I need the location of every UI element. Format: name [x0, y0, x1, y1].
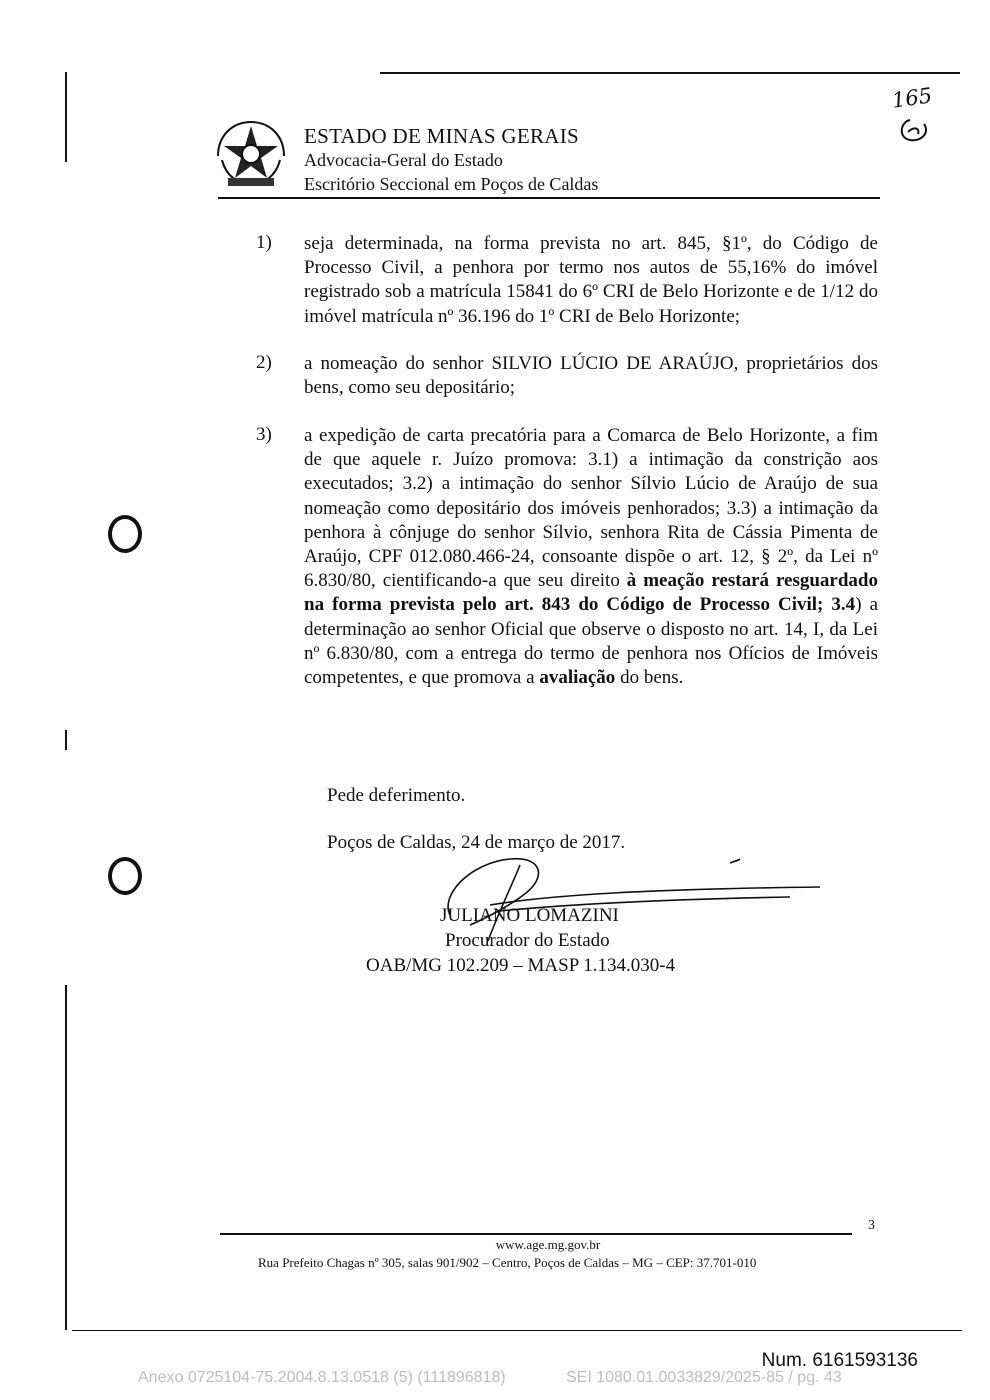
footer-url: www.age.mg.gov.br [495, 1237, 601, 1252]
scan-top-line [380, 72, 960, 74]
sei-stamp: SEI 1080.01.0033829/2025-85 / pg. 43 [566, 1369, 842, 1386]
header-state: ESTADO DE MINAS GERAIS [304, 124, 580, 148]
item-text-segment: seja determinada, na forma prevista no art. 845, §1º, do Código de Processo Civil, a penhora por termo nos autos de 55,16% do imóvel registrado sob a matrícula 15841 do 6º CRI de Belo Horizonte e de 1/12 do imóvel matrícula nº 36.196 do 1º CRI de Belo Horizonte; [304, 233, 878, 327]
signature-role: Procurador do Estado [445, 930, 610, 951]
item-number: 3) [256, 424, 272, 445]
item-text [304, 424, 878, 690]
item-text-segment: ) a determinação ao senhor Oficial que observe o disposto no art. 14, I, da Lei nº 6.830/80, com a entrega do termo de penhora nos Ofícios de Imóveis competentes, e que promova a [304, 594, 878, 689]
header-office: Escritório Seccional em Poços de Caldas [304, 174, 599, 194]
footer-address: Rua Prefeito Chagas nº 305, salas 901/902 – Centro, Poços de Caldas – MG – CEP: 37.701-010 [258, 1255, 757, 1270]
punch-hole [108, 515, 142, 553]
signature-name: JULIANO LOMAZINI [440, 905, 619, 926]
closing-request: Pede deferimento. [327, 785, 466, 806]
scan-left-edge [65, 72, 67, 162]
item-text-segment: do bens. [615, 667, 684, 689]
footer-rule [220, 1233, 852, 1235]
item-text [304, 232, 878, 329]
punch-hole [108, 857, 142, 895]
annex-stamp: Anexo 0725104-75.2004.8.13.0518 (5) (111896818) [138, 1369, 506, 1386]
header-rule [218, 197, 880, 199]
item-text [304, 352, 878, 400]
item-number: 2) [256, 352, 272, 373]
item-text-segment: a nomeação do senhor SILVIO LÚCIO DE ARAÚJO, proprietários dos bens, como seu depositário; [304, 353, 878, 399]
closing-place-date: Poços de Caldas, 24 de março de 2017. [327, 832, 626, 853]
state-coat-of-arms [212, 116, 290, 190]
scan-left-edge [65, 730, 67, 750]
scan-bottom-line [72, 1330, 962, 1331]
page-number: 3 [868, 1218, 875, 1233]
signature-registration: OAB/MG 102.209 – MASP 1.134.030-4 [366, 955, 676, 976]
item-text-segment: avaliação [539, 667, 616, 689]
item-number: 1) [256, 232, 272, 253]
header-agency: Advocacia-Geral do Estado [304, 150, 503, 170]
item-text-segment: à meação restará resguardado na forma prevista pelo art. 843 do Código de Processo Civil; 3.4 [304, 570, 878, 616]
handwritten-folio: 165 [888, 86, 948, 148]
scan-left-edge [65, 985, 67, 1330]
document-number-stamp: Num. 6161593136 [761, 1350, 918, 1371]
item-text-segment: a expedição de carta precatória para a Comarca de Belo Horizonte, a fim de que aquele r. Juízo promova: 3.1) a intimação da constrição aos executados; 3.2) a intimação do senhor Sílvio Lúcio de Araújo de sua nomeação como depositário dos imóveis penhorados; 3.3) a intimação da penhora à cônjuge do senhor Sílvio, senhora Rita de Cássia Pimenta de Araújo, CPF 012.080.466-24, consoante dispõe o art. 12, § 2º, da Lei nº 6.830/80, cientificando-a que seu direito [304, 425, 878, 592]
